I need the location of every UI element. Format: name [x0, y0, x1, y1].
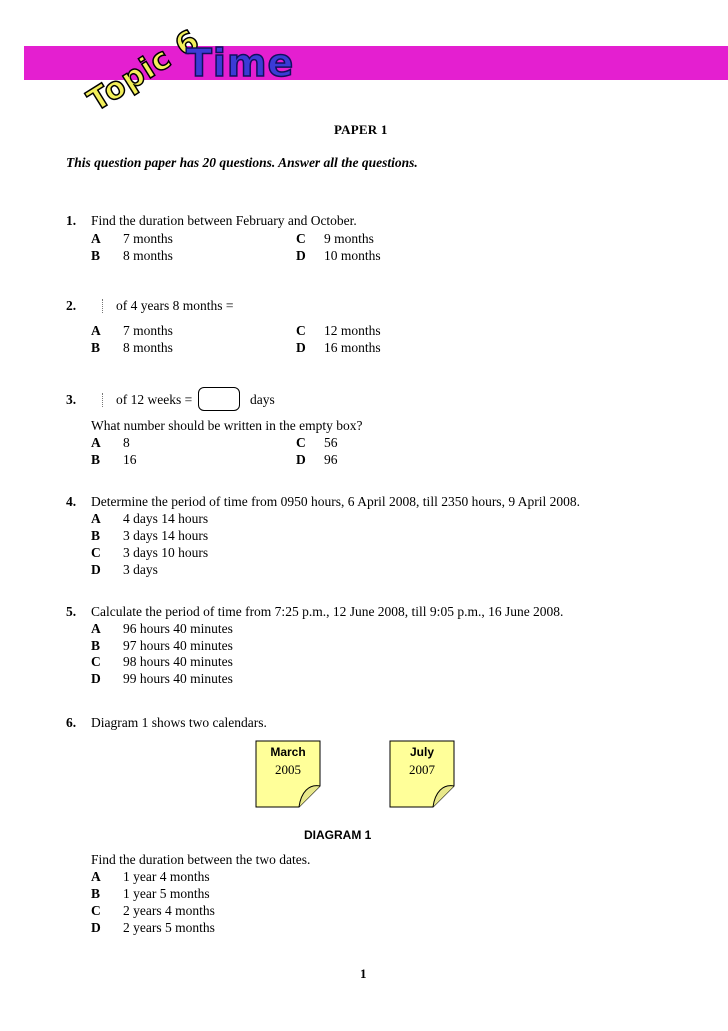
option-letter: A [91, 621, 101, 636]
question-text: of 12 weeks = [116, 392, 193, 407]
option-letter: D [91, 920, 101, 935]
option-letter: D [296, 340, 306, 355]
option-text: 12 months [324, 323, 381, 338]
option-letter: C [91, 903, 101, 918]
question-text: Determine the period of time from 0950 hours, 6 April 2008, till 2350 hours, 9 April 2008. [91, 494, 580, 509]
question-number: 1. [66, 213, 77, 228]
calendar-year: 2007 [409, 762, 435, 777]
question-text: of 4 years 8 months = [116, 298, 234, 313]
question-number: 2. [66, 298, 77, 313]
fraction-placeholder [102, 299, 105, 313]
option-letter: A [91, 231, 101, 246]
question-number: 4. [66, 494, 77, 509]
option-text: 10 months [324, 248, 381, 263]
option-letter: B [91, 248, 101, 263]
option-text: 2 years 4 months [123, 903, 215, 918]
option-letter: C [91, 654, 101, 669]
page-number: 1 [360, 966, 367, 981]
diagram-label: DIAGRAM 1 [304, 828, 372, 842]
option-text: 7 months [123, 323, 173, 338]
option-text: 99 hours 40 minutes [123, 671, 233, 686]
option-letter: C [91, 545, 101, 560]
option-letter: B [91, 452, 101, 467]
option-text: 1 year 4 months [123, 869, 210, 884]
option-text: 3 days 10 hours [123, 545, 209, 560]
question-text: Find the duration between February and October. [91, 213, 357, 228]
option-text: 3 days 14 hours [123, 528, 209, 543]
option-letter: B [91, 528, 101, 543]
fraction-placeholder [102, 393, 105, 407]
option-letter: B [91, 886, 101, 901]
option-letter: C [296, 323, 306, 338]
option-text: 1 year 5 months [123, 886, 210, 901]
option-letter: D [296, 452, 306, 467]
option-letter: B [91, 340, 101, 355]
question-text: Calculate the period of time from 7:25 p.m., 12 June 2008, till 9:05 p.m., 16 June 2008. [91, 604, 564, 619]
question-subtext: Find the duration between the two dates. [91, 852, 311, 867]
calendar-month: July [409, 745, 434, 759]
paper-heading: PAPER 1 [334, 122, 388, 137]
option-text: 2 years 5 months [123, 920, 215, 935]
option-text: 8 months [123, 248, 173, 263]
option-text: 97 hours 40 minutes [123, 638, 233, 653]
question-text: Diagram 1 shows two calendars. [91, 715, 267, 730]
calendar-year: 2005 [275, 762, 301, 777]
option-text: 16 [123, 452, 137, 467]
question-number: 5. [66, 604, 77, 619]
option-text: 3 days [123, 562, 158, 577]
question-subtext: What number should be written in the empty box? [91, 418, 363, 433]
option-text: 9 months [324, 231, 374, 246]
option-letter: C [296, 231, 306, 246]
option-text: 96 hours 40 minutes [123, 621, 233, 636]
option-text: 98 hours 40 minutes [123, 654, 233, 669]
answer-box[interactable] [198, 387, 240, 411]
option-text: 56 [324, 435, 338, 450]
option-letter: D [296, 248, 306, 263]
option-letter: C [296, 435, 306, 450]
topic-label-text: Topic 6 [81, 22, 207, 119]
option-text: 96 [324, 452, 338, 467]
option-letter: D [91, 562, 101, 577]
option-letter: D [91, 671, 101, 686]
option-letter: A [91, 323, 101, 338]
calendar-month: March [270, 745, 306, 759]
option-text: 8 months [123, 340, 173, 355]
option-letter: A [91, 435, 101, 450]
option-letter: A [91, 869, 101, 884]
option-text: 4 days 14 hours [123, 511, 209, 526]
calendar-july-2007 [389, 740, 455, 808]
instructions: This question paper has 20 questions. Answer all the questions. [66, 155, 418, 170]
option-letter: A [91, 511, 101, 526]
option-text: 7 months [123, 231, 173, 246]
topic-title-graphic [0, 0, 728, 130]
title-text: Time [186, 41, 295, 85]
question-number: 3. [66, 392, 77, 407]
option-text: 16 months [324, 340, 381, 355]
option-letter: B [91, 638, 101, 653]
option-text: 8 [123, 435, 130, 450]
calendar-march-2005 [255, 740, 321, 808]
question-number: 6. [66, 715, 77, 730]
question-text-after: days [250, 392, 275, 407]
